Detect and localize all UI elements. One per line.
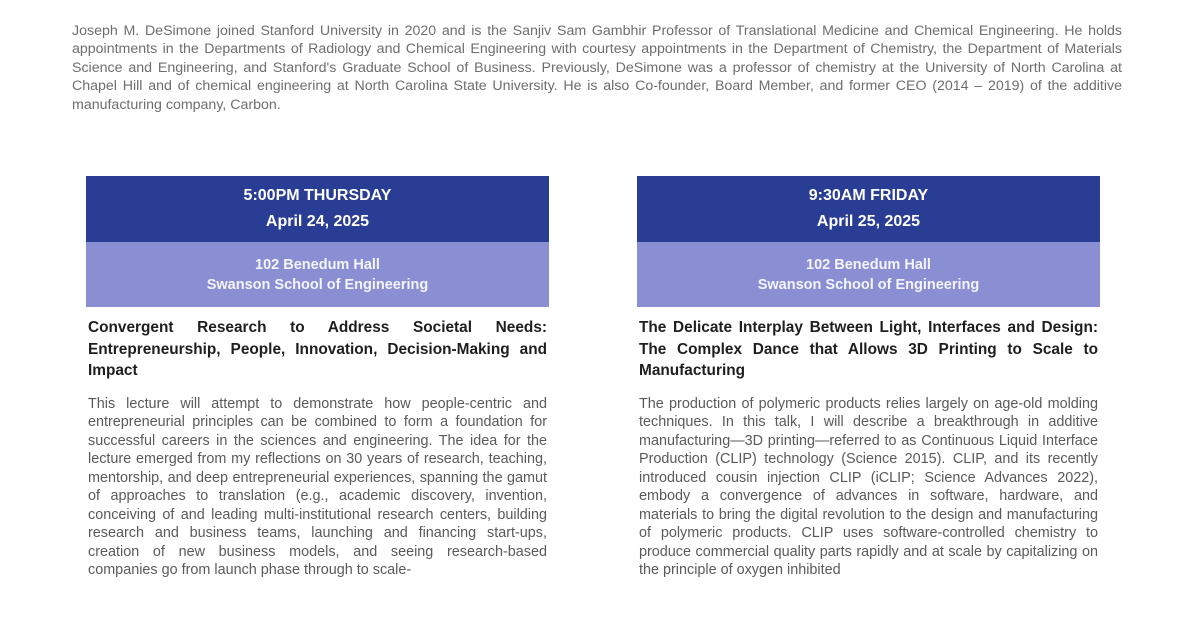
event-date: April 25, 2025	[816, 213, 921, 230]
event-time-band	[637, 176, 1100, 242]
event-time-band	[86, 176, 549, 242]
event-thursday	[86, 176, 549, 580]
event-friday	[637, 176, 1100, 580]
event-room: 102 Benedum Hall	[806, 256, 931, 273]
event-location-band	[86, 242, 549, 307]
event-time: 9:30AM FRIDAY	[808, 187, 929, 204]
talk-title: Convergent Research to Address Societal Needs: Entrepreneurship, People, Innovation, Decision-Making and Impact	[88, 319, 547, 379]
event-school: Swanson School of Engineering	[206, 276, 429, 293]
event-school: Swanson School of Engineering	[757, 276, 980, 293]
speaker-bio: Joseph M. DeSimone joined Stanford University in 2020 and is the Sanjiv Sam Gambhir Professor of Translational Medicine and Chemical Engineering. He holds appointments in the Departments of Radiology and Chemical Engineering with courtesy appointments in the Department of Chemistry, the Department of Materials Science and Engineering, and Stanford's Graduate School of Business. Previously, DeSimone was a professor of chemistry at the University of North Carolina at Chapel Hill and of chemical engineering at North Carolina State University. He is also Co-founder, Board Member, and former CEO (2014 – 2019) of the additive manufacturing company, Carbon.	[72, 23, 1122, 113]
event-time: 5:00PM THURSDAY	[243, 187, 392, 204]
event-room: 102 Benedum Hall	[255, 256, 380, 273]
talk-title: The Delicate Interplay Between Light, Interfaces and Design: The Complex Dance that Allows 3D Printing to Scale to Manufacturing	[639, 319, 1098, 379]
event-location-band	[637, 242, 1100, 307]
event-date: April 24, 2025	[265, 213, 370, 230]
talk-abstract: The production of polymeric products relies largely on age-old molding techniques. In this talk, I will describe a breakthrough in additive manufacturing—3D printing—referred to as Continuous Liquid Interface Production (CLIP) technology (Science 2015). CLIP, and its recently introduced cousin injection CLIP (iCLIP; Science Advances 2022), embody a convergence of advances in software, hardware, and materials to bring the digital revolution to the design and manufacturing of polymeric products. CLIP uses software-controlled chemistry to produce commercial quality parts rapidly and at scale by capitalizing on the principle of oxygen inhibited	[639, 395, 1098, 578]
talk-abstract: This lecture will attempt to demonstrate how people-centric and entrepreneurial principles can be combined to form a foundation for successful careers in the sciences and engineering. The idea for the lecture emerged from my reflections on 30 years of research, teaching, mentorship, and deep entrepreneurial experiences, spanning the gamut of approaches to translation (e.g., academic discovery, invention, conceiving of and leading multi-institutional research centers, building research and business teams, launching and financing start-ups, creation of new business models, and seeing research-based companies go from launch phase through to scale-	[88, 395, 547, 578]
